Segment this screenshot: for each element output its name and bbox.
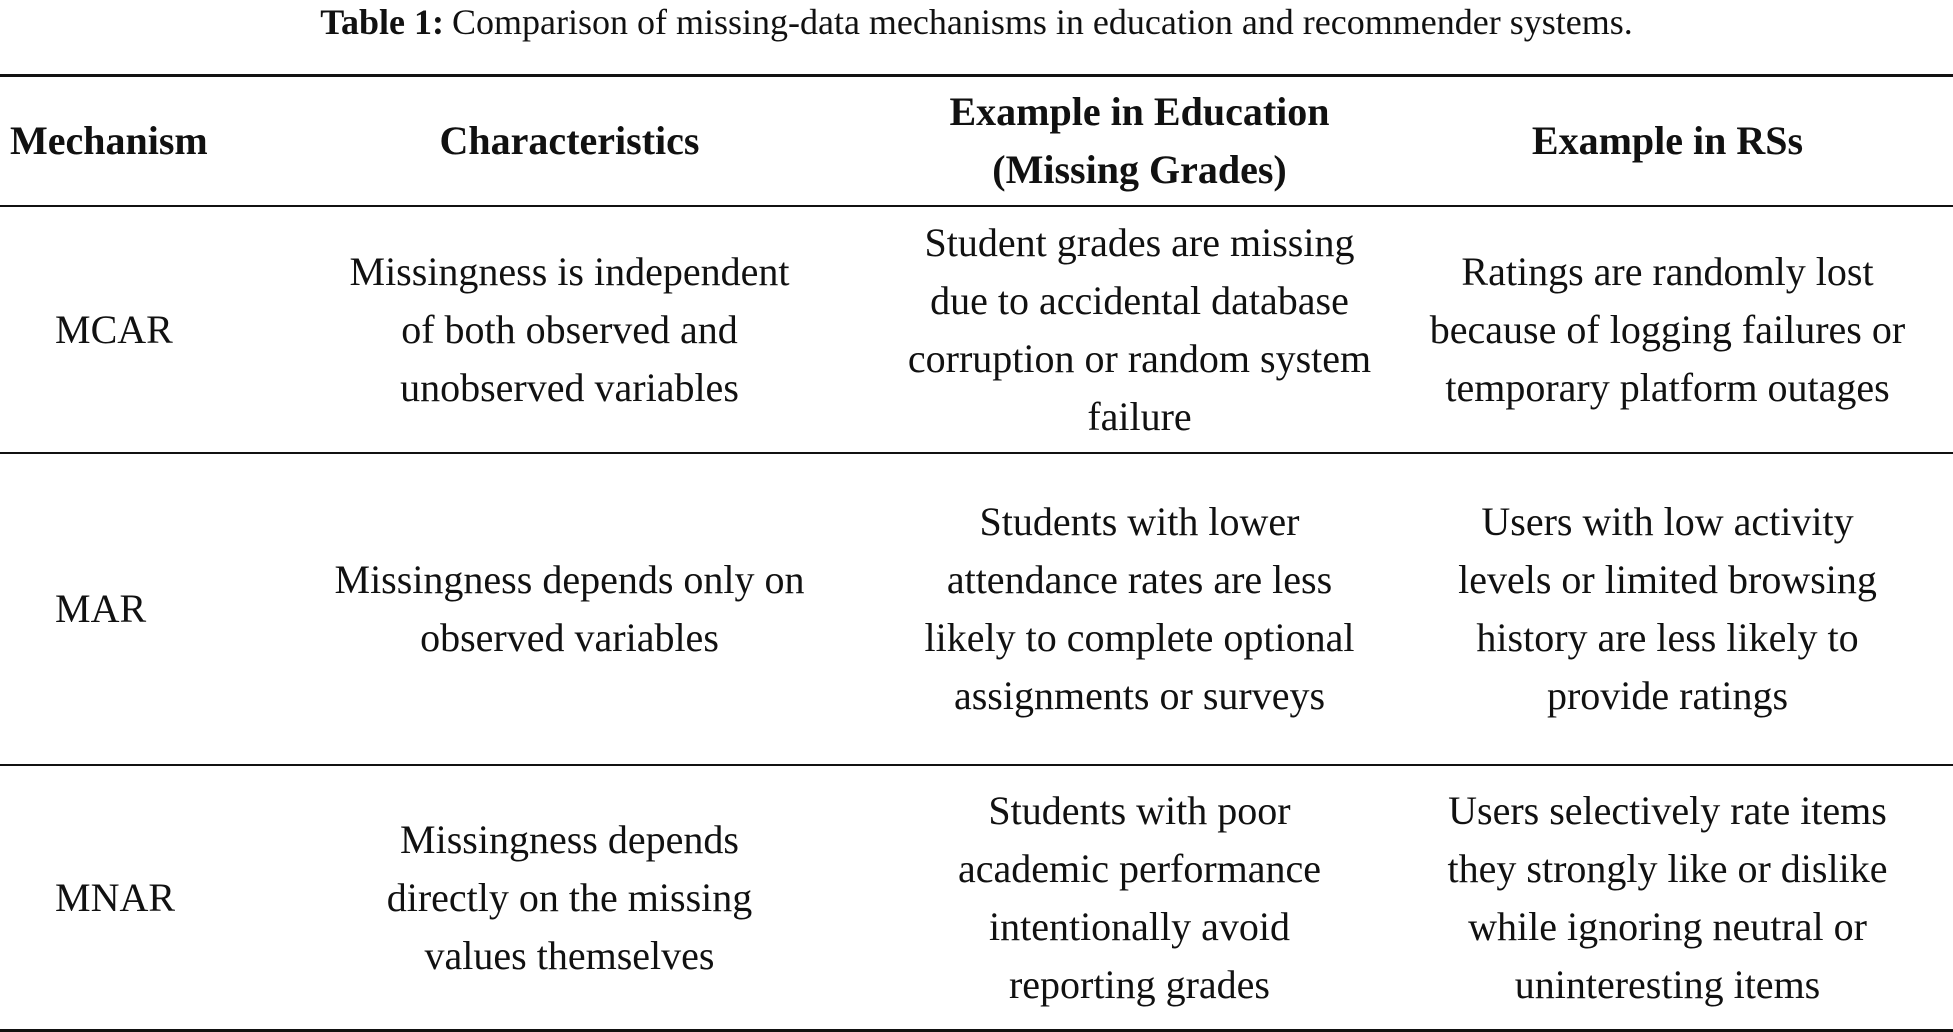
mechanism-cell: MAR <box>55 586 147 631</box>
caption-text: Comparison of missing-data mechanisms in education and recommender systems. <box>451 2 1633 42</box>
header-row <box>0 76 1953 207</box>
education-example-text: Students with poor academic performance intentionally avoid reporting grades <box>957 787 1322 1007</box>
rs-example-text: Ratings are randomly lost because of logging failures or temporary platform outages <box>1429 248 1906 410</box>
table-body <box>0 206 1953 1031</box>
education-example-text: Students with lower attendance rates are less likely to complete optional assignments or surveys <box>924 499 1355 718</box>
table-row <box>0 453 1953 765</box>
characteristics-text: Missingness depends only on observed variables <box>334 557 805 660</box>
header-education-line1: Example in Education <box>949 89 1330 134</box>
table-caption <box>0 0 1953 44</box>
header-characteristics: Characteristics <box>439 118 700 163</box>
caption-label: Table 1: <box>320 2 444 42</box>
rs-example-text: Users selectively rate items they strongly like or dislike while ignoring neutral or uninteresting items <box>1447 787 1888 1007</box>
education-example-cell <box>897 765 1382 1031</box>
header-mechanism: Mechanism <box>10 118 208 163</box>
table-row <box>0 206 1953 453</box>
mechanism-cell: MNAR <box>55 874 176 920</box>
characteristics-cell <box>242 765 897 1031</box>
header-rs: Example in RSs <box>1531 118 1804 163</box>
table-header <box>0 76 1953 207</box>
rs-example-cell <box>1382 453 1953 765</box>
characteristics-text: Missingness depends directly on the missing values themselves <box>386 816 753 978</box>
characteristics-cell <box>242 453 897 765</box>
mechanism-cell: MCAR <box>55 306 173 352</box>
rs-example-cell <box>1382 206 1953 453</box>
table-row <box>0 765 1953 1031</box>
header-education-line2: (Missing Grades) <box>992 147 1287 192</box>
rs-example-text: Users with low activity levels or limited browsing history are less likely to provide ratings <box>1458 499 1877 718</box>
comparison-table <box>0 74 1953 1032</box>
rs-example-cell <box>1382 765 1953 1031</box>
characteristics-cell <box>242 206 897 453</box>
header-education <box>897 76 1382 207</box>
education-example-text: Student grades are missing due to accidental database corruption or random system failure <box>907 219 1372 439</box>
education-example-cell <box>897 453 1382 765</box>
characteristics-text: Missingness is independent of both observed and unobserved variables <box>349 248 790 410</box>
education-example-cell <box>897 206 1382 453</box>
